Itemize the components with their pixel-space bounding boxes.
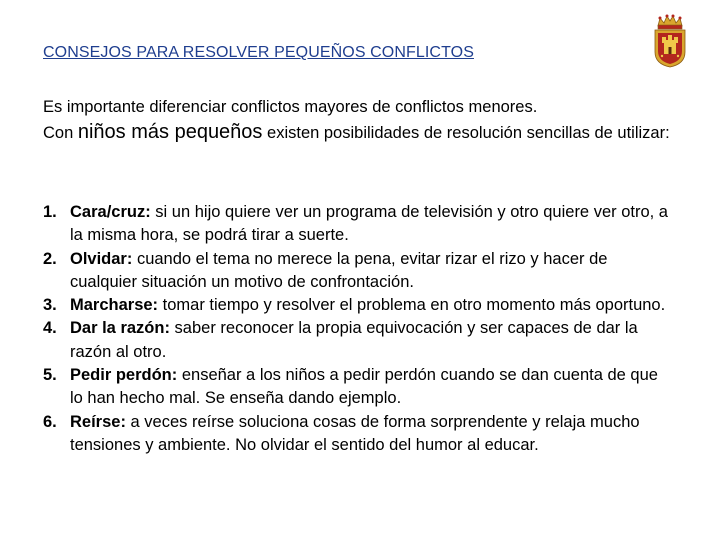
item-number: 2. [43,249,57,268]
item-number: 4. [43,319,57,338]
item-text: cuando el tema no merece la pena, evitar rizar el rizo y hacer de cualquier situación un motivo de confrontación. [70,249,608,291]
item-term: Reírse: [70,412,126,431]
item-term: Pedir perdón: [70,366,178,385]
list-item [43,248,668,295]
list-item [43,294,668,317]
page-title: CONSEJOS PARA RESOLVER PEQUEÑOS CONFLICTOS [43,44,474,61]
item-term: Olvidar: [70,249,133,268]
list-item [43,201,668,248]
municipal-coat-of-arms-icon [652,12,688,68]
list-item [43,317,668,364]
item-text: saber reconocer la propia equivocación y ser capaces de dar la razón al otro. [70,319,638,361]
item-text: enseñar a los niños a pedir perdón cuando se dan cuenta de que lo han hecho mal. Se enseña dando ejemplo. [70,366,658,408]
item-text: si un hijo quiere ver un programa de televisión y otro quiere ver otro, a la misma hora, se podrá tirar a suerte. [70,203,668,245]
list-item [43,411,668,458]
intro-line-2 [43,120,683,146]
intro-paragraph [43,95,683,146]
item-term: Dar la razón: [70,319,170,338]
item-text: tomar tiempo y resolver el problema en otro momento más oportuno. [158,296,666,315]
intro-line-1: Es importante diferenciar conflictos mayores de conflictos menores. [43,98,538,116]
item-number: 6. [43,412,57,431]
intro-after: existen posibilidades de resolución sencillas de utilizar: [262,124,670,142]
item-number: 5. [43,366,57,385]
item-term: Marcharse: [70,296,159,315]
intro-before: Con [43,124,78,142]
item-text: a veces reírse soluciona cosas de forma sorprendente y relaja mucho tensiones y ambiente. No olvidar el sentido del humor al educar. [70,412,640,454]
item-number: 1. [43,203,57,221]
item-number: 3. [43,296,57,315]
tips-list [43,201,668,457]
item-term: Cara/cruz: [70,203,151,221]
list-item [43,364,668,411]
intro-highlight: niños más pequeños [77,121,263,143]
